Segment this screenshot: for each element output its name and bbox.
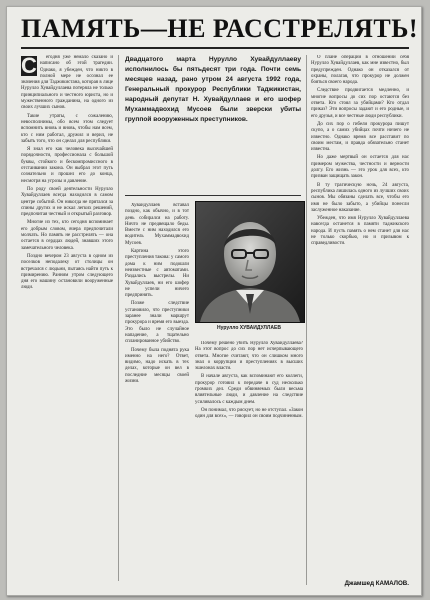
article-lead: Двадцатого марта Нурулло Хувайдуллаеву исполнилось бы пятьдесят три года. Почти семь месяцев назад, рано утром 24 августа 1992 года, Генеральный прокурор Республики Таджикистан, народный депутат Н. Хувайдуллаев и его шофер Мухаммадвохид Мусоев были зверски убиты группой вооруженных преступников. <box>125 56 301 123</box>
article-column-1 <box>21 55 113 579</box>
paragraph: В ту трагическую ночь, 24 августа, республика лишилась одного из лучших своих сынов. Мы обязаны сделать все, чтобы его имя не было забыто, а убийцы понесли заслуженное наказание. <box>311 182 409 213</box>
paragraph: Картина этого преступления такова: у самого дома к ним подошли неизвестные с автоматами. Раздались выстрелы. Ни Хувайдуллаев, ни его шофер не успели ничего предпринять. <box>125 249 189 299</box>
article-column-4 <box>311 55 409 575</box>
paragraph: Почему была поднята рука именно на него? Ответ, видимо, надо искать в тех делах, которые он вел в последние месяцы своей жизни. <box>125 347 189 385</box>
paragraph: Почему решено убить Нурулло Хувайдуллаева? На этот вопрос до сих пор нет исчерпывающего ответа. Многие считают, что он слишком много знал о коррупции и преступлениях в высших эшелонах власти. <box>195 341 303 372</box>
paragraph: Он понимал, что рискует, но не отступал. «Закон один для всех», — говорил он своим подчиненным. <box>195 407 303 420</box>
paragraph: В начале августа, как вспоминают его коллеги, прокурор готовил к передаче в суд несколько громких дел. Среди обвиняемых были весьма влиятельные люди, и давление на следствие усиливалось с каждым днем. <box>195 374 303 405</box>
paragraph: Поздно вечером 23 августа в одном из поселков неподалеку от столицы он встречался с людьми, пытаясь найти путь к примирению. Ранним утром следующего дня его машину остановили вооруженные люди. <box>21 253 113 291</box>
photo-caption: Нурулло ХУВАЙДУЛЛАЕВ <box>217 325 281 331</box>
author-byline: Джамшед КАМАЛОВ. <box>344 580 409 587</box>
paragraph: Такие утраты, с сожалению, невосполнимы, обо всем этом следует вспомнить вновь и вновь, чтобы нам всем, кто с ним работал, дружил и верил, не забыть того, что он сделал для республики. <box>21 113 113 144</box>
article-headline: ПАМЯТЬ—НЕ РАССТРЕЛЯТЬ! <box>21 14 419 43</box>
portrait-image <box>196 202 304 322</box>
paragraph: Я знал его как человека высочайшей порядочности, профессионала с большой буквы, стойкого и бескомпромиссного в отстаивании закона. Он выбрал этот путь сознательно и прошел его до конца, несмотря на угрозы и давление. <box>21 147 113 184</box>
paragraph: Многие из тех, кто сегодня вспоминает его добрым словом, вчера предпочитали молчать. Но память не расстрелять — она остается в сердцах людей, знавших этого замечательного человека. <box>21 220 113 251</box>
lead-rule <box>125 195 301 196</box>
drop-cap: С <box>21 55 37 78</box>
paragraph: Хувайдуллаев вставал поздно, как обычно, и в тот день собирался на работу. Ничто не предвещало беды. Вместе с ним находился его водитель Мухаммадвохид Мусоев. <box>125 203 189 246</box>
paragraph: О плане операции в отношении себя Нурулло Хувайдуллаев, как мне известно, был предупрежден. Однако он отказался от охраны, полагая, что прокурор не должен бояться своего народа. <box>311 55 409 86</box>
newspaper-clipping <box>6 6 422 596</box>
paragraph: Убежден, что имя Нурулло Хувайдуллаева навсегда останется в памяти таджикского народа. И пусть память о нем станет для нас не только скорбью, но и призывом к справедливости. <box>311 216 409 247</box>
paragraph: До сих пор о гибели прокурора пишут скупо, а о самих убийцах почти ничего не известно. Однако время все расставит по своим местам, и правда обязательно станет известна. <box>311 121 409 153</box>
paragraph: Позже следствие установило, что преступники заранее знали маршрут прокурора и время его выезда. Это было не случайное нападение, а тщательно спланированное убийство. <box>125 301 189 345</box>
paragraph: Следствие продвигается медленно, и многие вопросы до сих пор остаются без ответа. Кто стоял за убийцами? Кто отдал приказ? Эти вопросы задают и его родные, и его друзья, и все честные люди республики. <box>311 88 409 119</box>
article-column-2 <box>125 203 189 585</box>
column-divider <box>306 55 307 585</box>
paragraph: Но даже мертвый он остается для нас примером мужества, честности и верности долгу. Его жизнь — это урок для всех, кто призван защищать закон. <box>311 155 409 180</box>
paragraph: По роду своей деятельности Нурулло Хувайдуллаев всегда находился в самом центре событий. Он никогда не прятался за спины других и не искал легких решений, предпочитая честный и открытый разговор. <box>21 186 113 218</box>
article-column-3 <box>195 341 303 585</box>
column-divider <box>118 55 119 581</box>
paragraph: егодня уже немало сказано и написано об этой трагедии. Однако, я убежден, что никто в полной мере не осознал ее значения для Таджикистана, которая в лице Нурулло Хувайдуллаева потеряла не только принципиального и честного юриста, но и мужественного гражданина, на одного из своих лучших сынов. <box>21 55 113 111</box>
portrait-photo <box>195 201 305 323</box>
headline-rule <box>21 47 409 49</box>
